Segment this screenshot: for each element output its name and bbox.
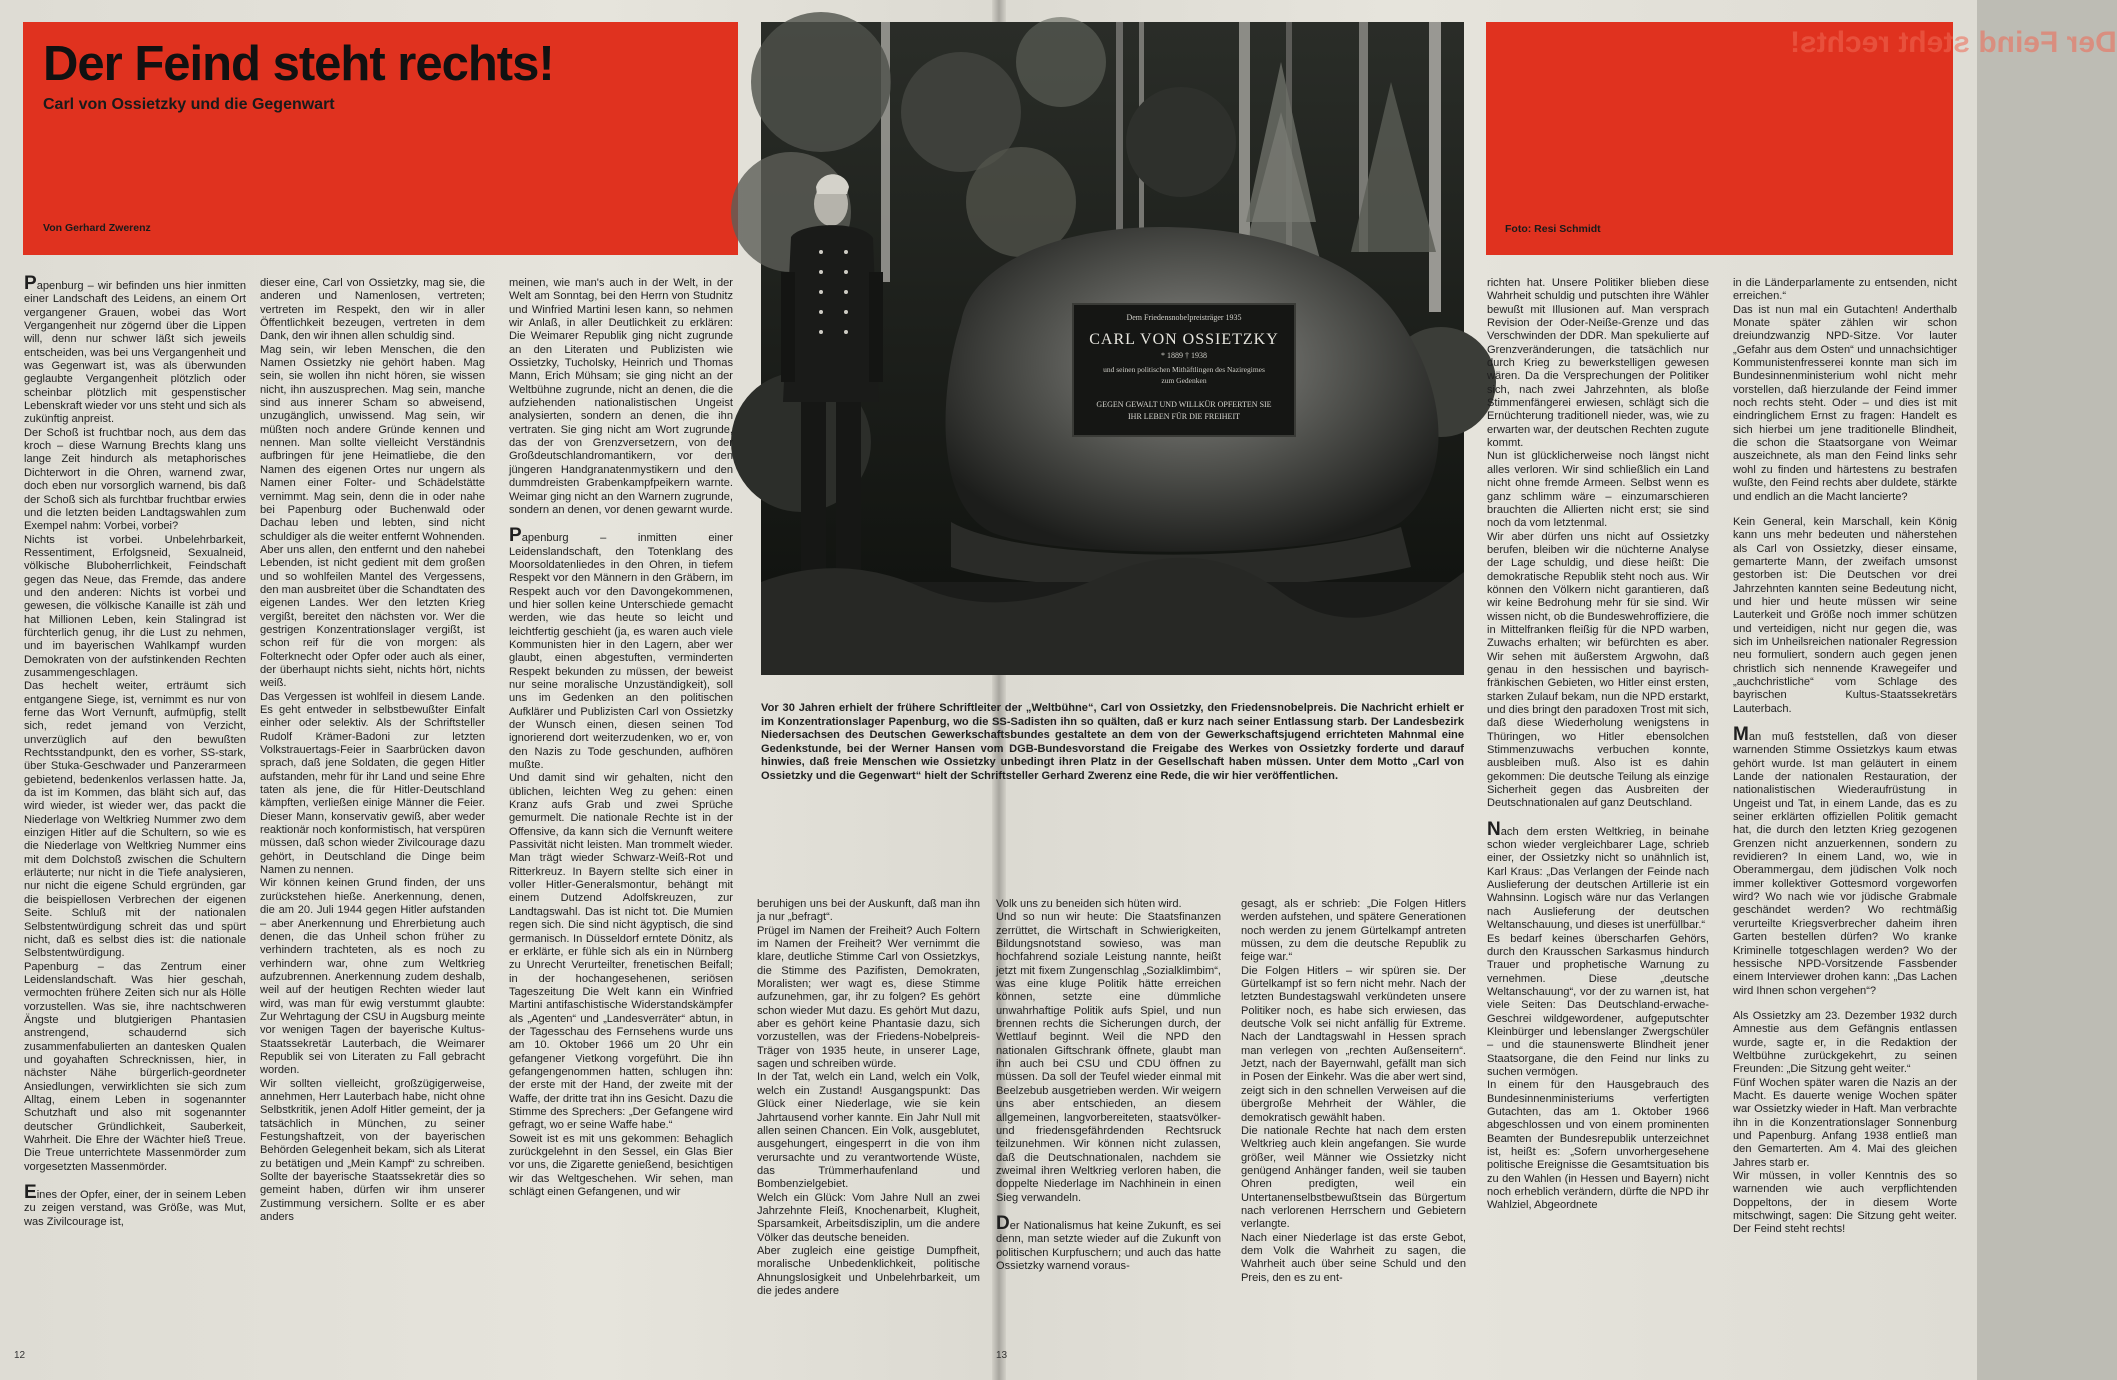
plaque-line-5: zum Gedenken [1161,376,1207,385]
paragraph: in die Länderparlamente zu entsenden, nicht erreichen.“ [1733,277,1957,303]
paragraph: Papenburg – wir befinden uns hier inmitten einer Landschaft des Leidens, an einem Ort vergangener Grauen, wobei das Wort Vergangenheit nur zögernd über die Lippen will, denn nur schwer läßt sich jeweils entscheiden, was bei uns Vergangenheit und was Gegenwart ist, was als überwunden geglaubte Vergangenheit plötzlich oder scheinbar plötzlich mit gespenstischer Lebenskraft wieder vor uns steht und sich als zukünftig anpreist. [24,273,246,426]
paragraph: Die Folgen Hitlers – wir spüren sie. Der Gürtelkampf ist so fern nicht mehr. Nach der letzten Bundestagswahl verkündeten unsere Politiker noch, es habe sich erwiesen, das deutsche Volk sei nicht anfällig für Extreme. Nach der Landtagswahl in Hessen sprach man verlegen von „rechten Außenseitern“. Jetzt, nach der Bayernwahl, gefällt man sich in Posen der Einkehr. Was die aber wert sind, zeigt sich in den schnellen Verweisen auf die übergroße Mehrheit der Wähler, die demokratisch gewählt haben. [1241,964,1466,1124]
paragraph: Welch ein Glück: Vom Jahre Null an zwei Jahrzehnte Fleiß, Knochenarbeit, Klugheit, Sparsamkeit, Arbeitsdisziplin, um die andere Völker das deutsche beneiden. [757,1191,980,1244]
byline: Von Gerhard Zwerenz [43,222,151,234]
paragraph: Das hechelt weiter, erträumt sich entgangene Siege, ist, vernimmt es nur von ferne das Wort Vernunft, aufmüpfig, stellt sich, redet jemand von Verzicht, unverzüglich auf den bewußten Rechtsstandpunkt, den es vorher, SS-stark, über Stuka-Geschwader und Panzerarmeen gebietend, bedenkenlos verlassen hatte. Ja, da ist im Kommen, das bläht sich auf, das wird wieder, ist wieder wer, das packt die Niederlage von Weltkrieg Nummer zwo dem einzigen Hitler auf die Schultern, so wie es die Niederlage von Weltkrieg Nummer eins mit dem Dolchstoß zwischen die Schultern erläuterte; nur nicht in die Tiefe analysieren, nur nicht die eigene Schuld ergründen, gar die beispiellosen Verbrechen der eigenen Seite. Schluß mit der nationalen Selbstentwürdigung schreit das und spürt nicht, daß es selbst dies ist: die nationale Selbstentwürdigung. [24,680,246,960]
paragraph: beruhigen uns bei der Auskunft, daß man ihn ja nur „befragt“. [757,898,980,924]
paragraph: Mag sein, wir leben Menschen, die den Namen Ossietzky nie gehört haben. Mag sein, sie wollen ihn nicht hören, sie wissen nicht, ihn auszusprechen. Mag sein, manche sind aus innerer Scham so abweisend, unzugänglich, unwissend. Mag sein, wir müßten noch andere Gründe kennen und nennen. Man sollte vielleicht Verständnis aufbringen für jene Heimatliebe, die den Namen des eigenen Ortes nur ungern als Namen einer Folter- und Schädelstätte vernimmt. Mag sein, denn die in oder nahe bei Papenburg oder Buchenwald oder Dachau leben und lebten, sind nicht schuldiger als die weiter entfernt Wohnenden. Aber uns allen, den entfernt und den nahebei Lebenden, ist nicht gedient mit dem großen und so wohlfeilen Mantel des Vergessens, den man ausbreitet über die Schandtaten des eigenen Landes. Wer den letzten Krieg vergißt, bereitet den nächsten vor. Wer die gestrigen Konzentrationslager vergißt, ist schon reif für die von morgen: als Folterknecht oder Opfer oder auch als einer, der überhaupt nichts sieht, nichts hört, nichts weiß. [260,343,485,690]
page-number-right: 13 [996,1350,1008,1361]
show-through-title: Der Feind steht rechts! [1790,26,2117,59]
plaque-line-1: Dem Friedensnobelpreisträger 1935 [1126,313,1242,322]
paragraph: Wir sollten vielleicht, großzügigerweise, annehmen, Herr Lauterbach habe, nicht ohne Selbstkritik, jenen Adolf Hitler gemeint, der ja tatsächlich in München, zu seiner Festungshaftzeit, von der bayerischen Behörden Gelegenheit bekam, sich als Literat zu betätigen und „Mein Kampf“ zu schreiben. Sollte der bayerische Staatssekretär dies so gemeint haben, dürfen wir ihm unserer Zustimmung versichern. Sollte er es aber anders [260,1077,485,1224]
text-column-3-lower [757,898,980,1346]
paragraph: Das ist nun mal ein Gutachten! Anderthalb Monate später zählen wir schon dreiundzwanzig NPD-Sitze. Vor lauter „Gefahr aus dem Osten“ und unnachsichtiger Kommunistenfresserei konnte man sich im Bundesinnenministerium wohl nicht mehr vorstellen, daß hierzulande der Feind immer noch rechts steht. Oder – und dies ist mit eindringlichem Ernst zu fragen: Handelt es sich hierbei um jene traditionelle Blindheit, die schon die Staatsorgane von Weimar auszeichnete, als man den Feind links sehr wohl zu finden und härtestens zu bestrafen wußte, den Feind rechts aber duldete, stärkte und endlich an die Macht lancierte? [1733,303,1957,503]
paragraph: richten hat. Unsere Politiker blieben diese Wahrheit schuldig und putschten ihre Wähler bewußt mit Illusionen auf. Man versprach Revision der Oder-Neiße-Grenze und das Verschwinden der DDR. Man spekulierte auf Grenzveränderungen, die tatsächlich nur durch Krieg zu bewerkstelligen gewesen wären. Da die Versprechungen der Politiker sich, nach zwei Jahrzehnten, als bloße Stimmenfängerei erwiesen, schlägt sich die Ernüchterung traditionell nieder, was, wie zu erwarten war, der deutschen Rechten zugute kommt. [1487,277,1709,450]
paragraph: Und damit sind wir gehalten, nicht den üblichen, leichten Weg zu gehen: einen Kranz aufs Grab und zwei Sprüche gemurmelt. Die nationale Rechte ist in der Offensive, da kann sich die Vernunft weitere Passivität nicht leisten. Man trommelt wieder. Man trägt wieder Schwarz-Weiß-Rot und Ritterkreuz. In Bayern stellte sich einer in voller Hitler-Generalsmontur, behängt mit einem Dutzend Adolfskreuzen, zur Landtagswahl. Das ist nicht tot. Die Mumien regen sich. Die sind nicht ägyptisch, die sind germanisch. In Düsseldorf erntete Dönitz, als er erklärte, er fühle sich als ein in Nürnberg zu Unrecht Verurteilter, frenetischen Beifall; in der hochangesehenen, seriösen Tageszeitung Die Welt kann ein Winfried Martini antifaschistische Widerstandskämpfer als „Agenten“ und „Landesverräter“ abtun, in der Tagesschau des Fernsehens wurde uns am 10. Oktober 1966 um 20 Uhr ein gefangener Vietkong vorgeführt. Die ihn gefangengenommen hatten, schlugen ihn: der erste mit der Hand, der zweite mit der Waffe, der dritte trat ihn ins Gesicht. Dazu die Stimme des Sprechers: „Der Gefangene wird gefragt, wo er seine Waffe habe.“ [509,772,733,1132]
plaque-line-2: CARL VON OSSIETZKY [1089,331,1279,348]
paragraph: Es bedarf keines überscharfen Gehörs, durch den Krausschen Sarkasmus hindurch Trauer und prophetische Warnung zu vernehmen. Diese „deutsche Weltanschauung“, vor der zu warnen ist, hat viele Seiten: Das Deutschland-erwache-Geschrei wildgewordener, aufgeputschter Kleinbürger und lebenslanger Zwergschüler – und die staunenswerte Blindheit jener Staatsorgane, die den Feind nur links zu suchen vermögen. [1487,932,1709,1078]
memorial-photo [761,22,1464,675]
paragraph: Wir müssen, in voller Kenntnis des so warnenden wie auch verpflichtenden Doppeltons, der in diesem Worte mitschwingt, sagen: Die Sitzung geht weiter. Der Feind steht rechts! [1733,1170,1957,1236]
photo-credit: Foto: Resi Schmidt [1505,223,1601,235]
paragraph: Wir können keinen Grund finden, der uns zurückstehen hieße. Anerkennung, denen, die am 20. Juli 1944 gegen Hitler aufstanden – aber Anerkennung und Ehrerbietung auch denen, die das Unheil schon früher zu verhindern trachteten, als es noch zu verhindern war, ohne zum Weltkrieg aufzubrennen. Anerkennung zudem deshalb, weil auf der heutigen Rechten wieder laut wird, was man für ewig verstummt glaubte: Zur Wehrtagung der CSU in Augsburg meinte vor wenigen Tagen der bayerische Kultus-Staatssekretär Lauterbach, die Weimarer Republik sei von Literaten zu Fall gebracht worden. [260,877,485,1077]
paragraph: Aber zugleich eine geistige Dumpfheit, moralische Unbedenklichkeit, politische Ahnungslosigkeit und Unbelehrbarkeit, um die jedes andere [757,1244,980,1297]
text-column-2 [260,277,485,1327]
text-column-4 [996,898,1221,1346]
plaque-line-3: * 1889 † 1938 [1161,351,1207,360]
paragraph: Volk uns zu beneiden sich hüten wird. [996,898,1182,910]
paragraph: Die nationale Rechte hat nach dem ersten Weltkrieg auch klein angefangen. Sie wurde größer, weil Männer wie Ossietzky nicht genügend Anhänger fanden, weil sie tauben Ohren predigten, weil ein Untertanenselbstbewußtsein das Bürgertum nach verlorenen Herrschern und Gebietern verlangte. [1241,1124,1466,1231]
paragraph: Soweit ist es mit uns gekommen: Behaglich zurückgelehnt in den Sessel, ein Glas Bier vor uns, die Zigarette genießend, besichtigen wir das Weltgeschehen. Wir sehen, man schlägt einen Gefangenen, und wir [509,1132,733,1199]
paragraph: Als Ossietzky am 23. Dezember 1932 durch Amnestie aus dem Gefängnis entlassen wurde, sagte er, in die Redaktion der Weltbühne zurückgekehrt, zu seinen Freunden: „Die Sitzung geht weiter.“ [1733,1009,1957,1076]
paragraph: Und so nun wir heute: Die Staatsfinanzen zerrüttet, die Wirtschaft in Schwierigkeiten, Bildungsnotstand sowieso, was man hochfahrend soziale Leistung nannte, heißt jetzt mit fixem Zungenschlag „Sozialklimbim“, was eine kluge Politik hätte erreichen können, setzte eine dümmliche unwahrhaftige Politik aufs Spiel, und nun brennen rechts die Sicherungen durch, der Wettlauf beginnt. Weil die NPD den nationalen Giftschrank öffnete, glaubt man ihn auch bei CSU und CDU öffnen zu müssen. Da soll der Teufel wieder einmal mit Beelzebub ausgetrieben werden. Wir weigern uns aber entschieden, an diesem allgemeinen, langvorbereiteten, staatsvölker- und friedensgefährdenden Rechtsruck teilzunehmen. Wir können nicht zulassen, daß die Deutschnationalen, nachdem sie zweimal ihren Weltkrieg verloren haben, die doppelte Niederlage im Nachhinein in einen Sieg verwandeln. [996,911,1221,1204]
text-column-1 [24,273,246,1329]
paragraph: Nach einer Niederlage ist das erste Gebot, dem Volk die Wahrheit zu sagen, die Wahrheit auch über seine Schuld und den Preis, den es zu ent- [1241,1231,1466,1284]
paragraph: Das Vergessen ist wohlfeil in diesem Lande. Es geht entweder in selbstbewußter Einfalt einher oder selektiv. Als der Schriftsteller Rudolf Krämer-Badoni zur letzten Volkstrauertags-Feier in Saarbrücken davon sprach, daß jene Soldaten, die gegen Hitler aufstanden, mehr für ihr Land und seine Ehre taten als jene, die für Hitler-Deutschland kämpften, verließen einige Männer die Feier. Dieser Mann, konservativ gewiß, aber weder reaktionär noch konformistisch, hat verspüren müssen, daß schon wieder Zivilcourage dazu gehört, in Deutschland die Dinge beim Namen zu nennen. [260,690,485,877]
text-column-6 [1487,277,1709,1342]
paragraph: gesagt, als er schrieb: „Die Folgen Hitlers werden aufstehen, und spätere Generationen noch werden zu jenem Gürtelkampf antreten müssen, zu dem die deutsche Republik zu feige war.“ [1241,898,1466,964]
plaque-line-7: IHR LEBEN FÜR DIE FREIHEIT [1128,412,1240,421]
page-number-left: 12 [14,1350,26,1361]
text-column-3-upper [509,277,733,1272]
photo-caption: Vor 30 Jahren erhielt der frühere Schriftleiter der „Weltbühne“, Carl von Ossietzky, den Friedensnobelpreis. Die Nachricht erhielt er im Konzentrationslager Papenburg, wo die SS-Sadisten ihn so quälten, daß er kurz nach seiner Entlassung starb. Der Landesbezirk Niedersachsen des Deutschen Gewerkschaftsbundes gestaltete an dem von der Gewerkschaftsjugend errichteten Mahnmal eine Gedenkstunde, bei der Werner Hansen vom DGB-Bundesvorstand die Freigabe des Werkes von Ossietzky forderte und darauf hinwies, daß freie Menschen wie Ossietzky unbedingt ihren Platz in der Gesellschaft haben müssen. Unter dem Motto „Carl von Ossietzky und die Gegenwart“ hielt der Schriftsteller Gerhard Zwerenz eine Rede, die wir hier veröffentlichen. [761,702,1464,782]
paragraph: Papenburg – das Zentrum einer Leidenslandschaft. Was hier geschah, vermochten frühere Zeiten sich nur als Hölle vorzustellen. Was sie, ihre nachtschweren Ängste und blutgierigen Phantasien anstrengend, schaudernd sich zusammenfabulierten an dantesken Qualen und goyahaften Schrecknissen, hier, in nächster Nähe bürgerlich-geordneter Ansiedlungen, verwirklichten sie sich zum Alltag, einem Leben in sogenannter Schutzhaft und also mit sogenannter deutscher Gründlichkeit, Sauberkeit, Wahrheit. Die Ehre der Wächter hieß Treue. Die Treue unterrichtete Massenmörder zum vorgesetzten Massenmörder. [24,960,246,1173]
paragraph: dieser eine, Carl von Ossietzky, mag sie, die anderen und Namenlosen, vertreten; vertreten im Respekt, den wir in aller Öffentlichkeit bezeugen, vertreten in dem Dank, den wir ihnen allen schuldig sind. [260,277,485,343]
paragraph: Man muß feststellen, daß von dieser warnenden Stimme Ossietzkys kaum etwas gehört wurde. Ist man geläutert in einem Lande der nationalen Restauration, der nationalistischen Wiederaufrüstung in Ungeist und Tat, in einem Lande, das es zu seiner erklärten offiziellen Politik gemacht hat, die durch den letzten Krieg gezogenen Grenzen nicht anzuerkennen, sondern zu revidieren? In einem Land, wo, wie in Oberammergau, dem jüdischen Volk noch immer kollektiver Gottesmord vorgeworfen wird? Wo nach wie vor jüdische Grabmale geschändet werden? Wo rechtmäßig verurteilte Kriegsverbrecher daheim ihren Garten bestellen dürfen? Wo kranke Kriminelle totgeschlagen werden? Wo der hessische NPD-Vorsitzende Fassbender einem Interviewer drohen kann: „Das Lachen wird Ihnen schon vergehen“? [1733,724,1957,997]
paragraph: Wir aber dürfen uns nicht auf Ossietzky berufen, bleiben wir die nüchterne Analyse der Lage schuldig, und diese heißt: Die demokratische Republik steht noch aus. Wir können den Völkern nicht garantieren, daß wir keine Bedrohung mehr für sie sind. Wir wissen nicht, ob die Bundeswehroffiziere, die in Mittelfranken fleißig für die NPD warben, Zuwachs erhalten; wir befürchten es aber. Wir sehen mit äußerstem Argwohn, daß genau in den hessischen und bayrisch-fränkischen Gebieten, wo Hitler einst ersten, starken Zulauf bekam, nun die NPD erstarkt, und dies bringt den paradoxen Trost mit sich, daß diese Wiederholung wenigstens in Thüringen, wo Hitler ebensolchen Stimmenzuwachs verbuchen konnte, ausbleiben muß. Also ist es dahin gekommen: Die deutsche Teilung als einzige Sicherheit gegen das Ausbreiten der Deutschnationalen auf ganz Deutschland. [1487,530,1709,810]
paragraph: Nach dem ersten Weltkrieg, in beinahe schon wieder vergleichbarer Lage, schrieb einer, der Ossietzky nicht so unähnlich ist, Karl Kraus: „Das Verlangen der Feinde nach Auslieferung der deutschen Artillerie ist ein Wahnsinn. Logisch wäre nur das Verlangen nach Auslieferung der deutschen Weltanschauung, und dieses ist unerfüllbar.“ [1487,818,1709,932]
plaque-line-6: GEGEN GEWALT UND WILLKÜR OPFERTEN SIE [1096,400,1272,409]
text-column-7 [1733,277,1957,1342]
paragraph: meinen, wie man's auch in der Welt, in der Welt am Sonntag, bei den Herrn von Studnitz und Winfried Martini lesen kann, so nehmen wir Anlaß, in aller Deutlichkeit zu erklären: Die Weimarer Republik ging nicht zugrunde an den Literaten und Publizisten wie Ossietzky, Tucholsky, Heinrich und Thomas Mann, Erich Mühsam; sie ging nicht an der Weltbühne zugrunde, nicht an denen, die die aufziehenden nationalistischen Ungeist analysierten, sondern an denen, die ihn vertraten. Sie ging nicht am Wort zugrunde, das der von Grenzversetzern, von der Großdeutschlandromantikern, vor den jüngeren Handgranatenmystikern und den dummdreisten Grabenkampfpeikern warnte. Weimar ging nicht an den Warnern zugrunde, sondern an denen, vor denen gewarnt wurde. [509,277,733,516]
paragraph: Eines der Opfer, einer, der in seinem Leben zu zeigen verstand, was Größe, was Mut, was Zivilcourage ist, [24,1182,246,1228]
paragraph: Papenburg – inmitten einer Leidenslandschaft, den Totenklang des Moorsoldatenliedes in den Ohren, in tiefem Respekt vor den Männern in den Gräbern, im Respekt auch vor den Davongekommenen, und hier sollen keine Unterschiede gemacht werden, wie das heute so leicht und leichtfertig geschieht (ja, es waren auch viele Kommunisten hier in den Lagern, aber wer glaubt, einen abgestuften, verminderten Respekt bekunden zu müssen, der beweist nur seine moralische Unzuständigkeit), soll uns im Gedenken an den politischen Aufklärer und Publizisten Carl von Ossietzky der Wunsch einen, diesen seinen Tod ignorierend dort weiterzudenken, wo er, von den Nazis zu Tode geschunden, aufhören mußte. [509,525,733,772]
paragraph: Der Nationalismus hat keine Zukunft, es sei denn, man setzte wieder auf die Zukunft von politischen Kurpfuschern; und auch das hatte Ossietzky warnend voraus- [996,1212,1221,1272]
text-column-5 [1241,898,1466,1346]
plaque-line-4: und seinen politischen Mithäftlingen des Naziregimes [1103,365,1265,374]
paragraph: Nichts ist vorbei. Unbelehrbarkeit, Ressentiment, Erfolgsneid, Sexualneid, völkische Bluboherrlichkeit, Feindschaft gegen das Neue, das Fremde, das andere und den anderen: Nichts ist vorbei und gewesen, die völkische Kanaille ist zäh und hat Millionen Leben, kein Stalingrad ist fürchterlich genug, ihr die Lust zu nehmen, und im bayerischen Wahlkampf wurden Demokraten von der aufstinkenden Rechten zusammengeschlagen. [24,533,246,679]
headline: Der Feind steht rechts! [43,37,554,91]
paragraph: Prügel im Namen der Freiheit? Auch Foltern im Namen der Freiheit? Wer vernimmt die klare, deutliche Stimme Carl von Ossietzkys, die Stimme des Pazifisten, Demokraten, Moralisten; wer wagt es, diese Stimme aufzunehmen, gar, ihr zu folgen? Es gehört schon wieder Mut dazu. Es gehört Mut dazu, aber es gehört keine Phantasie dazu, sich vorzustellen, was der Friedens-Nobelpreis-Träger von 1935 heute, in unserer Lage, sagen und schreiben würde. [757,924,980,1071]
paragraph: In einem für den Hausgebrauch des Bundesinnenministeriums verfertigten Gutachten, das am 1. Oktober 1966 abgeschlossen und von einem prominenten Beamten der Bundesrepublik unterzeichnet ist, heißt es: „Sofern unvorhergesehene politische Ereignisse die Gesamtsituation bis zu den Wahlen (in Hessen und Bayern) nicht noch erheblich verändern, dürfte die NPD ihr Wahlziel, Abgeordnete [1487,1079,1709,1212]
memorial-photo-image [761,22,1464,675]
paragraph: Fünf Wochen später waren die Nazis an der Macht. Es dauerte wenige Wochen später war Ossietzky wieder in Haft. Man verbrachte ihn in die Konzentrationslager Sonnenburg und Papenburg. Anfang 1938 entließ man den Gemarterten. Am 4. Mai des gleichen Jahres starb er. [1733,1076,1957,1169]
paragraph: In der Tat, welch ein Land, welch ein Volk, welch ein Zustand! Ausgangspunkt: Das Glück einer Niederlage, wie sie kein Jahrtausend vorher kannte. Ein Jahr Null mit allen seinen Chancen. Ein Volk, ausgeblutet, ausgehungert, eingesperrt in die von ihm verursachte und zu verantwortende Wüste, das Trümmerhaufenland und Bombenzielgebiet. [757,1071,980,1191]
subheadline: Carl von Ossietzky und die Gegenwart [43,96,335,113]
paragraph: Der Schoß ist fruchtbar noch, aus dem das kroch – diese Warnung Brechts klang uns lange Zeit hindurch als metaphorisches Dichterwort in die Ohren, warnend zwar, doch eben nur vorsorglich warnend, bis daß der Schoß sich als furchtbar fruchtbar erwies und die letzten beiden Landtagswahlen zum Exempel nahm: Vorbei, vorbei? [24,426,246,533]
paragraph: Nun ist glücklicherweise noch längst nicht alles verloren. Wir sind schließlich ein Land nicht ohne fremde Armeen. Selbst wenn es ganz schlimm wäre – einzumarschieren brauchten die Allierten nicht erst; sie sind noch da vom letztenmal. [1487,450,1709,530]
paragraph: Kein General, kein Marschall, kein König kann uns mehr bedeuten und näherstehen als Carl von Ossietzky, dieser einsame, gemarterte Mann, der zweifach umsonst gestorben ist: Die Deutschen vor drei Jahrzehnten kannten seine Bedeutung nicht, und hier und heute müssen wir seine Lauterkeit und Größe noch immer schützen und verteidigen, nicht nur gegen die, was sich im Unheilsreichen nationaler Regression neu formuliert, sondern auch gegen jenen christlich sich nennende Krawegeifer und „auchchristliche“ vom Schlage des bayrischen Kultus-Staatssekretärs Lauterbach. [1733,515,1957,715]
